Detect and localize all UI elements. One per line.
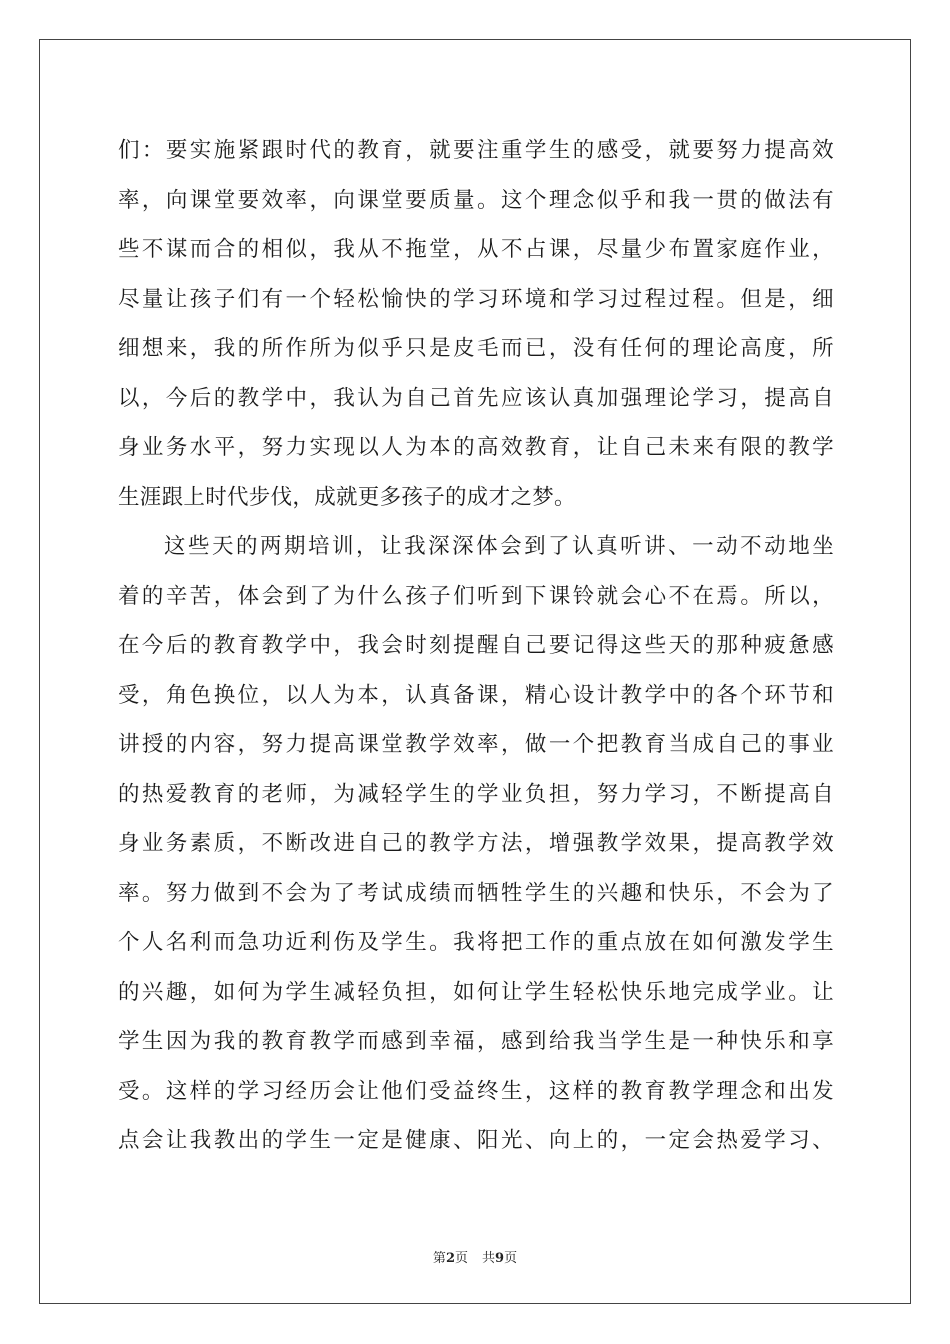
page-footer (0, 1247, 950, 1266)
paragraph-line: 学生因为我的教育教学而感到幸福，感到给我当学生是一种快乐和享 (118, 1029, 834, 1054)
paragraph-line: 受，角色换位，以人为本，认真备课，精心设计教学中的各个环节和 (118, 682, 834, 708)
paragraph-line: 讲授的内容，努力提高课堂教学效率，做一个把教育当成自己的事业 (118, 732, 834, 757)
paragraph-line: 生涯跟上时代步伐，成就更多孩子的成才之梦。 (118, 484, 576, 510)
paragraph-line: 些不谋而合的相似，我从不拖堂，从不占课，尽量少布置家庭作业， (118, 237, 834, 262)
paragraph-line: 身业务素质，不断改进自己的教学方法，增强教学效果，提高教学效 (118, 831, 834, 856)
paragraph-line: 着的辛苦，体会到了为什么孩子们听到下课铃就会心不在焉。所以， (118, 583, 834, 609)
paragraph-line: 点会让我教出的学生一定是健康、阳光、向上的，一定会热爱学习、 (118, 1128, 834, 1153)
page-suffix: 页 (454, 1251, 468, 1266)
paragraph-line: 在今后的教育教学中，我会时刻提醒自己要记得这些天的那种疲惫感 (118, 633, 834, 658)
paragraph-line: 受。这样的学习经历会让他们受益终生，这样的教育教学理念和出发 (118, 1078, 834, 1104)
page-prefix: 第 (432, 1251, 446, 1266)
paragraph-line: 率。努力做到不会为了考试成绩而牺牲学生的兴趣和快乐，不会为了 (118, 880, 834, 906)
paragraph-line: 的兴趣，如何为学生减轻负担，如何让学生轻松快乐地完成学业。让 (118, 979, 834, 1005)
document-body (118, 126, 834, 1166)
page-number: 2 (445, 1251, 455, 1266)
total-pages: 9 (495, 1251, 505, 1266)
paragraph-line: 率，向课堂要效率，向课堂要质量。这个理念似乎和我一贯的做法有 (118, 187, 834, 213)
paragraph-line: 细想来，我的所作所为似乎只是皮毛而已，没有任何的理论高度，所 (118, 336, 834, 361)
total-suffix: 页 (504, 1251, 518, 1266)
paragraph-line: 身业务水平，努力实现以人为本的高效教育，让自己未来有限的教学 (118, 435, 834, 460)
paragraph-2 (118, 522, 834, 1166)
paragraph-line: 这些天的两期培训，让我深深体会到了认真听讲、一动不动地坐 (164, 534, 834, 559)
paragraph-line: 的热爱教育的老师，为减轻学生的学业负担，努力学习，不断提高自 (118, 781, 834, 807)
total-prefix: 共 (482, 1251, 496, 1266)
paragraph-line: 以，今后的教学中，我认为自己首先应该认真加强理论学习，提高自 (118, 385, 834, 411)
paragraph-line: 尽量让孩子们有一个轻松愉快的学习环境和学习过程过程。但是，细 (118, 286, 834, 312)
paragraph-1 (118, 126, 834, 522)
paragraph-line: 个人名利而急功近利伤及学生。我将把工作的重点放在如何激发学生 (118, 930, 834, 955)
paragraph-line: 们：要实施紧跟时代的教育，就要注重学生的感受，就要努力提高效 (118, 138, 834, 163)
